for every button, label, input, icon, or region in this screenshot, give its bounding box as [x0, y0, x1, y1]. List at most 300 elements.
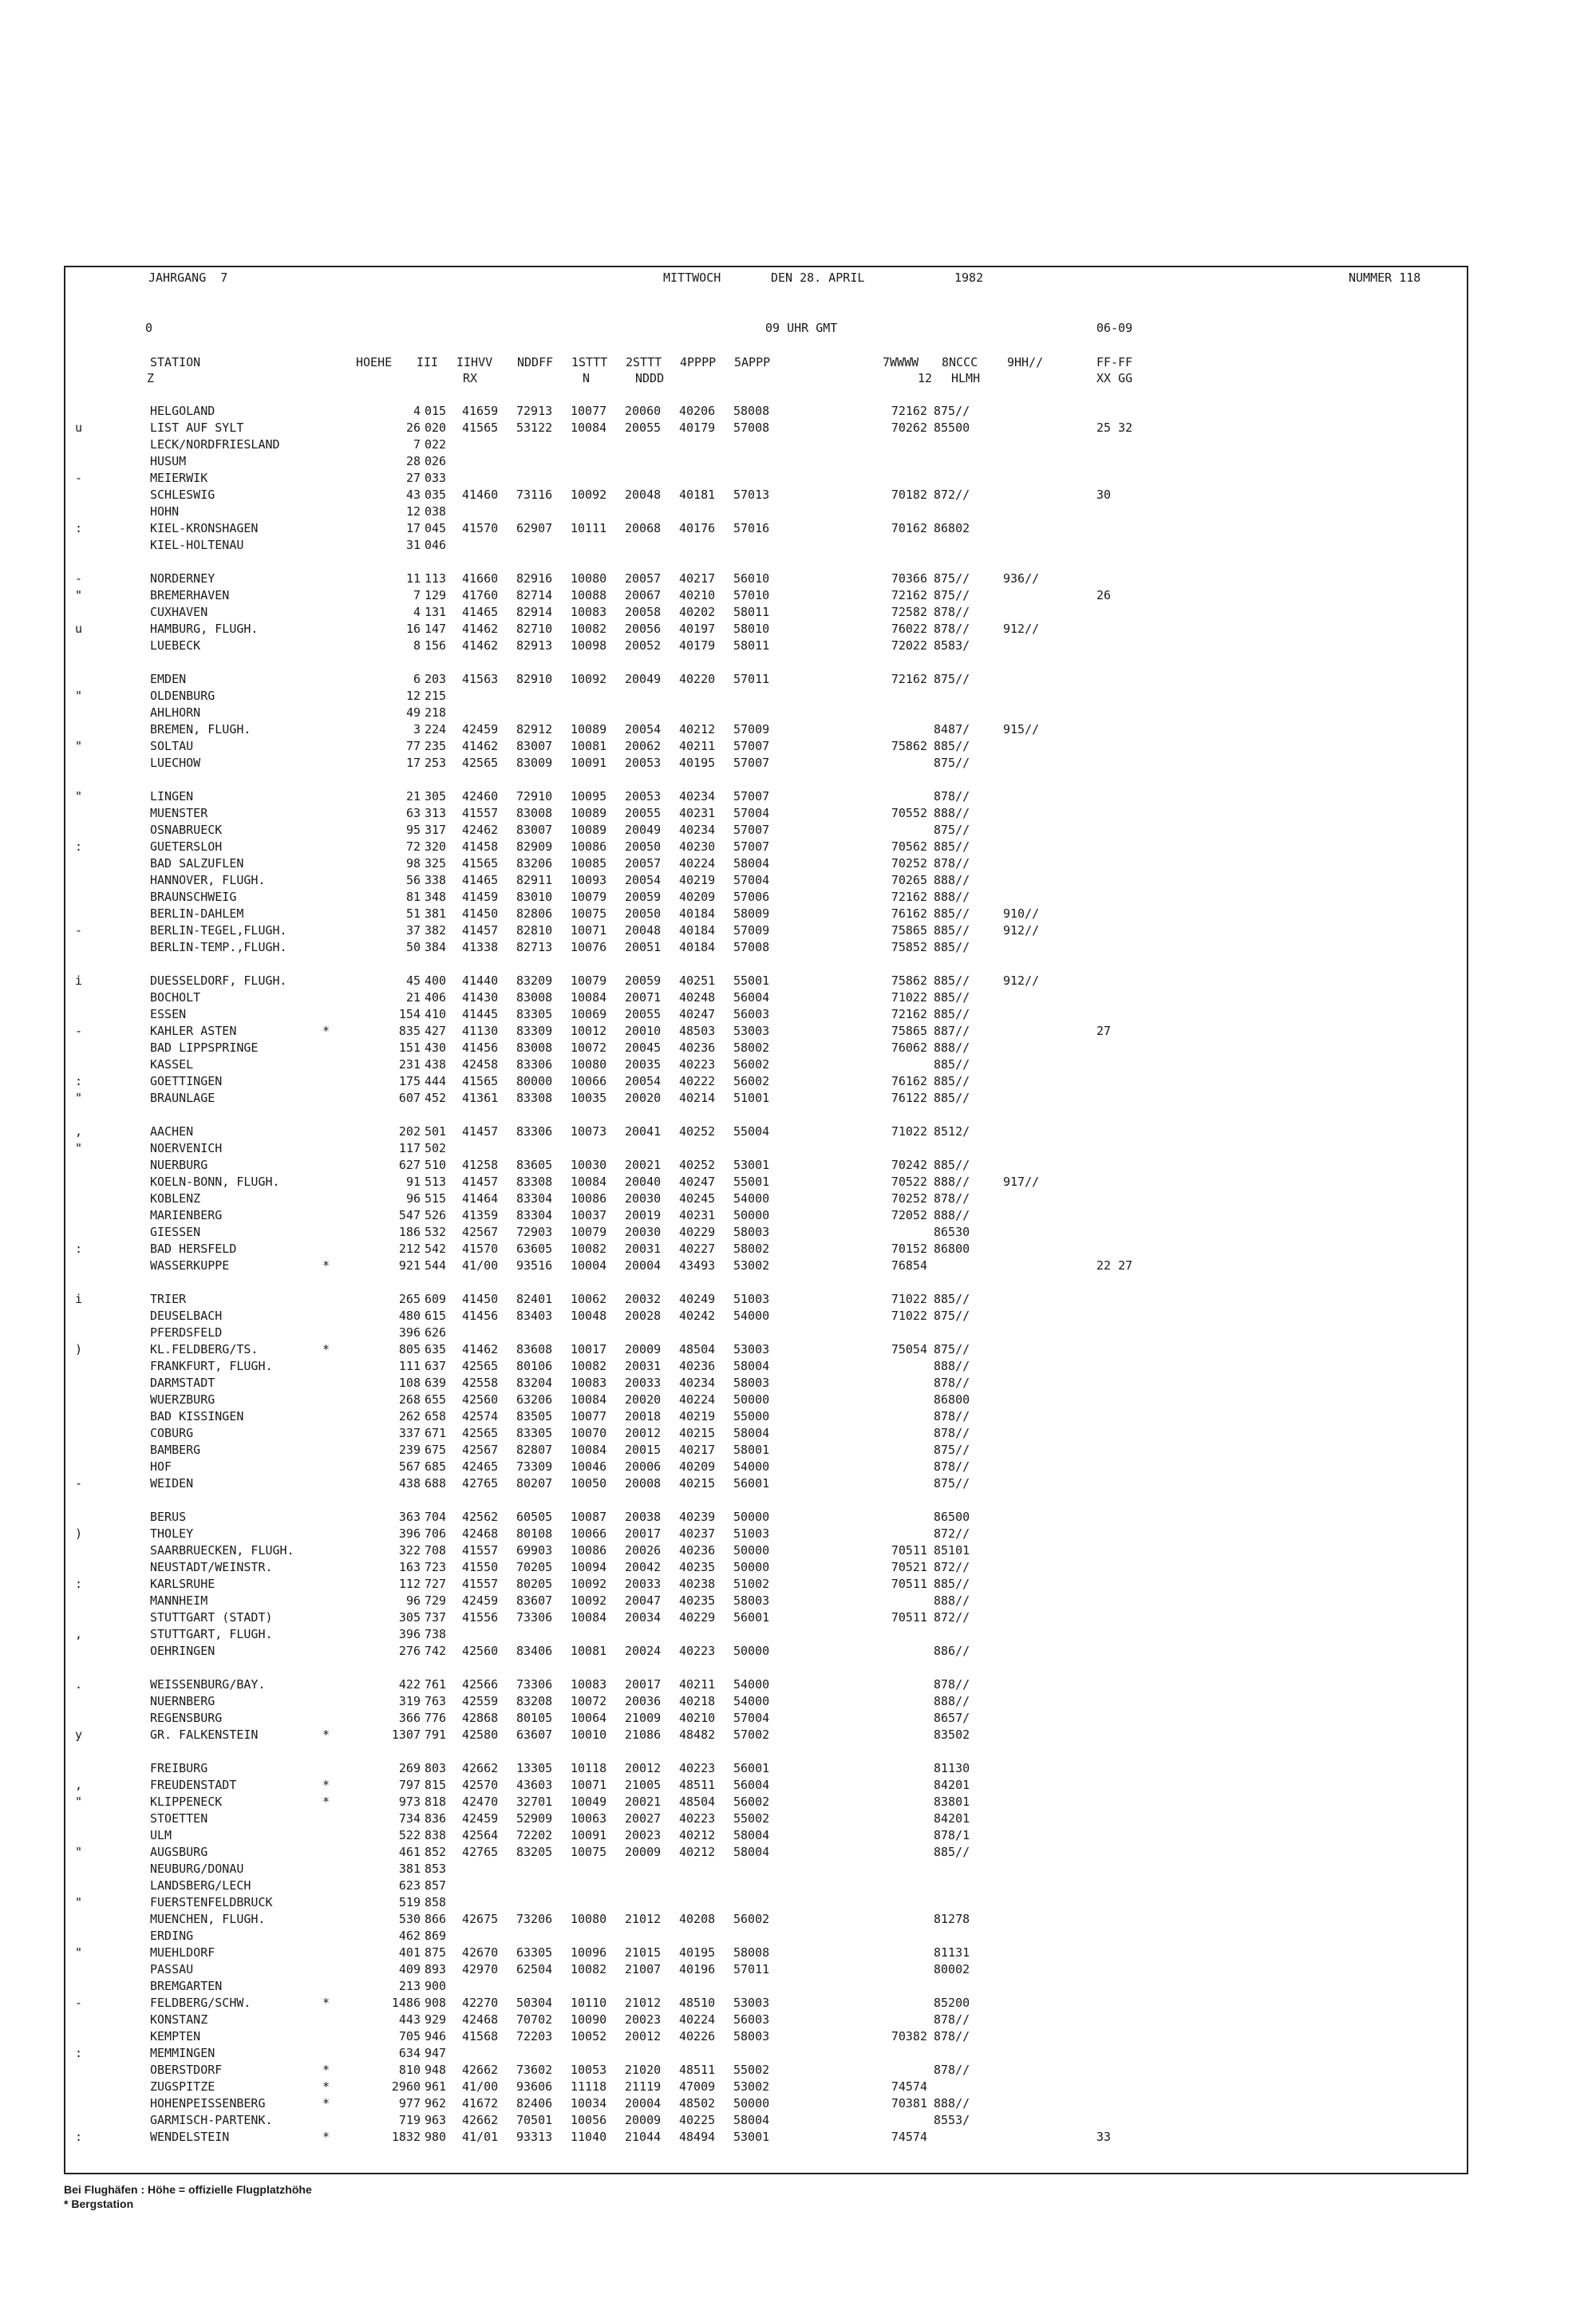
iii-value: 723: [425, 1560, 447, 1574]
group-iihvv: 41459: [462, 890, 499, 904]
group-1sttt: 10010: [571, 1728, 607, 1742]
hoehe-value: 37: [405, 923, 421, 938]
row-marker: u: [75, 622, 83, 636]
group-1sttt: 10085: [571, 856, 607, 871]
group-7wwww: 70511: [891, 1610, 927, 1625]
group-2sttt: 21012: [625, 1912, 662, 1926]
col-g4-sub: NDDD: [635, 371, 665, 385]
group-8nccc: 872//: [934, 1526, 970, 1541]
group-8nccc: 888//: [934, 1593, 970, 1608]
group-2sttt: 21119: [625, 2079, 662, 2094]
group-1sttt: 10082: [571, 1962, 607, 1976]
group-5appp: 58003: [733, 1593, 770, 1608]
group-5appp: 55001: [733, 973, 770, 988]
group-4pppp: 40210: [679, 1711, 716, 1725]
iii-value: 836: [425, 1811, 447, 1826]
group-2sttt: 20054: [625, 873, 662, 887]
group-8nccc: 875//: [934, 588, 970, 602]
group-5appp: 54000: [733, 1191, 770, 1206]
row-marker: ": [75, 1895, 83, 1909]
group-1sttt: 10084: [571, 1392, 607, 1407]
footnote-airports: Bei Flughäfen : Höhe = offizielle Flugplatzhöhe: [64, 2183, 312, 2196]
group-5appp: 57013: [733, 488, 770, 502]
col-g9: 9HH//: [1007, 355, 1044, 369]
group-8nccc: 878//: [934, 1376, 970, 1390]
group-2sttt: 20033: [625, 1376, 662, 1390]
group-7wwww: 70265: [891, 873, 927, 887]
group-iihvv: 41460: [462, 488, 499, 502]
iii-value: 384: [425, 940, 447, 954]
group-1sttt: 10084: [571, 1610, 607, 1625]
group-4pppp: 40224: [679, 1392, 716, 1407]
row-marker: -: [75, 1476, 83, 1491]
group-1sttt: 10034: [571, 2096, 607, 2111]
group-2sttt: 21005: [625, 1778, 662, 1792]
hoehe-value: 480: [398, 1309, 421, 1323]
group-7wwww: 75862: [891, 739, 927, 753]
group-nddff: 83608: [516, 1342, 553, 1356]
station-name: MANNHEIM: [150, 1593, 208, 1608]
hoehe-value: 3: [413, 722, 421, 736]
group-7wwww: 76162: [891, 906, 927, 921]
group-7wwww: 76062: [891, 1040, 927, 1055]
station-name: KONSTANZ: [150, 2012, 208, 2027]
group-iihvv: 42662: [462, 2063, 499, 2077]
row-marker: ": [75, 1945, 83, 1960]
group-ff: 30: [1096, 488, 1112, 502]
group-2sttt: 20059: [625, 973, 662, 988]
group-2sttt: 21044: [625, 2130, 662, 2144]
col-g5: 4PPPP: [680, 355, 717, 369]
hoehe-value: 443: [398, 2012, 421, 2027]
group-iihvv: 41/00: [462, 1258, 499, 1273]
hoehe-value: 21: [405, 789, 421, 804]
group-5appp: 57011: [733, 672, 770, 686]
group-4pppp: 40230: [679, 839, 716, 854]
group-5appp: 54000: [733, 1677, 770, 1692]
group-8nccc: 875//: [934, 823, 970, 837]
iii-value: 706: [425, 1526, 447, 1541]
group-1sttt: 10075: [571, 906, 607, 921]
group-2sttt: 20050: [625, 839, 662, 854]
group-1sttt: 10079: [571, 1225, 607, 1239]
group-iihvv: 42559: [462, 1694, 499, 1708]
group-4pppp: 40217: [679, 1443, 716, 1457]
group-7wwww: 70162: [891, 521, 927, 535]
group-8nccc: 875//: [934, 1342, 970, 1356]
group-2sttt: 20030: [625, 1191, 662, 1206]
group-5appp: 50000: [733, 2096, 770, 2111]
group-iihvv: 41659: [462, 404, 499, 418]
group-1sttt: 10075: [571, 1845, 607, 1859]
station-name: SAARBRUECKEN, FLUGH.: [150, 1543, 294, 1558]
group-iihvv: 41458: [462, 839, 499, 854]
group-1sttt: 10095: [571, 789, 607, 804]
mountain-marker: *: [322, 1024, 330, 1038]
group-iihvv: 41457: [462, 1175, 499, 1189]
hoehe-value: 231: [398, 1057, 421, 1072]
group-2sttt: 20012: [625, 1761, 662, 1775]
station-name: PFERDSFELD: [150, 1325, 223, 1340]
iii-value: 526: [425, 1208, 447, 1222]
group-5appp: 58010: [733, 622, 770, 636]
group-2sttt: 20050: [625, 906, 662, 921]
group-4pppp: 40184: [679, 940, 716, 954]
group-4pppp: 47009: [679, 2079, 716, 2094]
iii-value: 325: [425, 856, 447, 871]
group-iihvv: 42566: [462, 1677, 499, 1692]
group-4pppp: 40220: [679, 672, 716, 686]
group-4pppp: 40223: [679, 1057, 716, 1072]
hoehe-value: 547: [398, 1208, 421, 1222]
group-8nccc: 83502: [934, 1728, 970, 1742]
hoehe-value: 6: [413, 672, 421, 686]
group-2sttt: 20004: [625, 1258, 662, 1273]
hoehe-value: 17: [405, 756, 421, 770]
group-5appp: 53001: [733, 1158, 770, 1172]
iii-value: 962: [425, 2096, 447, 2111]
group-7wwww: 70382: [891, 2029, 927, 2043]
group-4pppp: 40247: [679, 1007, 716, 1021]
col-ff: FF-FF: [1096, 355, 1133, 369]
hoehe-value: 322: [398, 1543, 421, 1558]
group-5appp: 51001: [733, 1091, 770, 1105]
hoehe-value: 461: [398, 1845, 421, 1859]
group-4pppp: 40222: [679, 1074, 716, 1088]
station-name: BREMEN, FLUGH.: [150, 722, 251, 736]
row-marker: ,: [75, 1124, 83, 1139]
station-name: STOETTEN: [150, 1811, 208, 1826]
row-marker: ": [75, 1091, 83, 1105]
group-4pppp: 40217: [679, 571, 716, 586]
station-name: HELGOLAND: [150, 404, 215, 418]
group-4pppp: 40195: [679, 756, 716, 770]
group-nddff: 62504: [516, 1962, 553, 1976]
group-nddff: 80205: [516, 1577, 553, 1591]
group-iihvv: 42562: [462, 1510, 499, 1524]
iii-value: 948: [425, 2063, 447, 2077]
group-5appp: 58011: [733, 638, 770, 653]
iii-value: 875: [425, 1945, 447, 1960]
iii-value: 502: [425, 1141, 447, 1155]
iii-value: 147: [425, 622, 447, 636]
station-name: HANNOVER, FLUGH.: [150, 873, 266, 887]
group-1sttt: 10098: [571, 638, 607, 653]
group-1sttt: 10064: [571, 1711, 607, 1725]
group-4pppp: 40208: [679, 1912, 716, 1926]
group-nddff: 82914: [516, 605, 553, 619]
station-name: KOELN-BONN, FLUGH.: [150, 1175, 280, 1189]
mountain-marker: *: [322, 2079, 330, 2094]
group-8nccc: 888//: [934, 2096, 970, 2111]
station-name: COBURG: [150, 1426, 194, 1440]
group-4pppp: 48511: [679, 2063, 716, 2077]
hoehe-value: 111: [398, 1359, 421, 1373]
hoehe-value: 519: [398, 1895, 421, 1909]
group-iihvv: 42270: [462, 1996, 499, 2010]
iii-value: 727: [425, 1577, 447, 1591]
station-name: BAD HERSFELD: [150, 1242, 237, 1256]
hoehe-value: 1486: [391, 1996, 421, 2010]
station-name: MEMMINGEN: [150, 2046, 215, 2060]
iii-value: 452: [425, 1091, 447, 1105]
group-5appp: 57016: [733, 521, 770, 535]
hoehe-value: 977: [398, 2096, 421, 2111]
iii-value: 866: [425, 1912, 447, 1926]
group-iihvv: 41440: [462, 973, 499, 988]
group-nddff: 73116: [516, 488, 553, 502]
group-iihvv: 41/01: [462, 2130, 499, 2144]
hoehe-value: 438: [398, 1476, 421, 1491]
station-name: EMDEN: [150, 672, 187, 686]
group-8nccc: 885//: [934, 1007, 970, 1021]
station-name: DARMSTADT: [150, 1376, 215, 1390]
group-nddff: 82714: [516, 588, 553, 602]
iii-value: 317: [425, 823, 447, 837]
group-2sttt: 20058: [625, 605, 662, 619]
col-g6: 5APPP: [734, 355, 771, 369]
group-5appp: 50000: [733, 1392, 770, 1407]
row-marker: :: [75, 1242, 83, 1256]
hoehe-value: 2960: [391, 2079, 421, 2094]
group-5appp: 58003: [733, 1376, 770, 1390]
group-8nccc: 872//: [934, 488, 970, 502]
group-8nccc: 878//: [934, 2012, 970, 2027]
group-7wwww: 71022: [891, 1309, 927, 1323]
row-marker: ": [75, 789, 83, 804]
col-g4: 2STTT: [626, 355, 662, 369]
group-4pppp: 40225: [679, 2113, 716, 2127]
group-8nccc: 8512/: [934, 1124, 970, 1139]
group-8nccc: 885//: [934, 1845, 970, 1859]
hoehe-value: 396: [398, 1627, 421, 1641]
group-nddff: 32701: [516, 1795, 553, 1809]
group-4pppp: 40236: [679, 1543, 716, 1558]
group-4pppp: 40231: [679, 806, 716, 820]
footnote-mountain: * Bergstation: [64, 2197, 134, 2210]
group-nddff: 93516: [516, 1258, 553, 1273]
group-5appp: 54000: [733, 1309, 770, 1323]
group-iihvv: 42458: [462, 1057, 499, 1072]
group-nddff: 52909: [516, 1811, 553, 1826]
group-2sttt: 20055: [625, 421, 662, 435]
group-1sttt: 10089: [571, 823, 607, 837]
station-name: PASSAU: [150, 1962, 194, 1976]
hoehe-value: 151: [398, 1040, 421, 1055]
group-4pppp: 40248: [679, 990, 716, 1005]
iii-value: 410: [425, 1007, 447, 1021]
hoehe-value: 810: [398, 2063, 421, 2077]
group-iihvv: 41465: [462, 873, 499, 887]
station-name: HOF: [150, 1459, 172, 1474]
hoehe-value: 12: [405, 504, 421, 519]
iii-value: 033: [425, 471, 447, 485]
station-name: KLIPPENECK: [150, 1795, 223, 1809]
group-2sttt: 20035: [625, 1057, 662, 1072]
group-4pppp: 40195: [679, 1945, 716, 1960]
hoehe-value: 522: [398, 1828, 421, 1842]
group-7wwww: 71022: [891, 990, 927, 1005]
group-ff: 27: [1096, 1024, 1112, 1038]
hoehe-value: 734: [398, 1811, 421, 1826]
group-4pppp: 40234: [679, 1376, 716, 1390]
group-5appp: 56001: [733, 1476, 770, 1491]
group-8nccc: 86800: [934, 1392, 970, 1407]
mountain-marker: *: [322, 1996, 330, 2010]
group-8nccc: 81130: [934, 1761, 970, 1775]
hoehe-value: 51: [405, 906, 421, 921]
iii-value: 609: [425, 1292, 447, 1306]
group-nddff: 83304: [516, 1208, 553, 1222]
group-2sttt: 20056: [625, 622, 662, 636]
group-7wwww: 75865: [891, 923, 927, 938]
iii-value: 685: [425, 1459, 447, 1474]
row-marker: .: [75, 1677, 83, 1692]
iii-value: 215: [425, 689, 447, 703]
group-iihvv: 41570: [462, 1242, 499, 1256]
hoehe-value: 95: [405, 823, 421, 837]
row-marker: ": [75, 1845, 83, 1859]
group-4pppp: 40235: [679, 1593, 716, 1608]
group-1sttt: 10094: [571, 1560, 607, 1574]
group-iihvv: 41660: [462, 571, 499, 586]
row-marker: -: [75, 571, 83, 586]
station-name: KEMPTEN: [150, 2029, 201, 2043]
group-nddff: 83308: [516, 1091, 553, 1105]
group-2sttt: 20034: [625, 1610, 662, 1625]
group-nddff: 73306: [516, 1677, 553, 1692]
group-nddff: 63605: [516, 1242, 553, 1256]
group-8nccc: 878//: [934, 2029, 970, 2043]
group-5appp: 57010: [733, 588, 770, 602]
group-5appp: 57009: [733, 722, 770, 736]
group-nddff: 80105: [516, 1711, 553, 1725]
iii-value: 929: [425, 2012, 447, 2027]
group-9hh: 936//: [1003, 571, 1040, 586]
hoehe-value: 96: [405, 1593, 421, 1608]
group-2sttt: 20049: [625, 823, 662, 837]
group-9hh: 910//: [1003, 906, 1040, 921]
hoehe-value: 797: [398, 1778, 421, 1792]
hoehe-value: 154: [398, 1007, 421, 1021]
iii-value: 671: [425, 1426, 447, 1440]
hoehe-value: 805: [398, 1342, 421, 1356]
group-2sttt: 20017: [625, 1677, 662, 1692]
group-7wwww: 70511: [891, 1543, 927, 1558]
group-iihvv: 42868: [462, 1711, 499, 1725]
station-name: NUERNBERG: [150, 1694, 215, 1708]
group-nddff: 72903: [516, 1225, 553, 1239]
group-4pppp: 40184: [679, 923, 716, 938]
group-7wwww: 70552: [891, 806, 927, 820]
hoehe-value: 268: [398, 1392, 421, 1407]
group-1sttt: 10111: [571, 521, 607, 535]
group-2sttt: 20071: [625, 990, 662, 1005]
group-iihvv: 41464: [462, 1191, 499, 1206]
iii-value: 729: [425, 1593, 447, 1608]
group-nddff: 82807: [516, 1443, 553, 1457]
group-5appp: 57006: [733, 890, 770, 904]
group-1sttt: 10084: [571, 1175, 607, 1189]
hoehe-value: 4: [413, 404, 421, 418]
iii-value: 869: [425, 1929, 447, 1943]
group-iihvv: 42468: [462, 2012, 499, 2027]
group-5appp: 57004: [733, 1711, 770, 1725]
group-1sttt: 10080: [571, 571, 607, 586]
iii-value: 761: [425, 1677, 447, 1692]
group-iihvv: 42459: [462, 722, 499, 736]
row-marker: i: [75, 1292, 83, 1306]
group-2sttt: 20057: [625, 571, 662, 586]
group-4pppp: 40239: [679, 1510, 716, 1524]
group-7wwww: 72052: [891, 1208, 927, 1222]
group-4pppp: 40247: [679, 1175, 716, 1189]
row-marker: -: [75, 1996, 83, 2010]
group-1sttt: 10084: [571, 1443, 607, 1457]
group-1sttt: 10089: [571, 806, 607, 820]
group-iihvv: 42670: [462, 1945, 499, 1960]
group-nddff: 82806: [516, 906, 553, 921]
group-7wwww: 76162: [891, 1074, 927, 1088]
group-2sttt: 20062: [625, 739, 662, 753]
group-5appp: 58001: [733, 1443, 770, 1457]
group-nddff: 72203: [516, 2029, 553, 2043]
group-iihvv: 41450: [462, 1292, 499, 1306]
group-7wwww: 72162: [891, 404, 927, 418]
group-2sttt: 20038: [625, 1510, 662, 1524]
row-marker: -: [75, 923, 83, 938]
group-iihvv: 41568: [462, 2029, 499, 2043]
group-2sttt: 20045: [625, 1040, 662, 1055]
group-8nccc: 888//: [934, 873, 970, 887]
row-marker: y: [75, 1728, 83, 1742]
station-name: KL.FELDBERG/TS.: [150, 1342, 259, 1356]
left-code: 0: [145, 321, 153, 335]
group-8nccc: 888//: [934, 1175, 970, 1189]
hoehe-value: 634: [398, 2046, 421, 2060]
group-iihvv: 41/00: [462, 2079, 499, 2094]
group-nddff: 83009: [516, 756, 553, 770]
group-4pppp: 40211: [679, 1677, 716, 1692]
group-2sttt: 20057: [625, 856, 662, 871]
group-1sttt: 10073: [571, 1124, 607, 1139]
group-8nccc: 85500: [934, 421, 970, 435]
hoehe-value: 462: [398, 1929, 421, 1943]
group-5appp: 57004: [733, 873, 770, 887]
group-iihvv: 42675: [462, 1912, 499, 1926]
group-8nccc: 885//: [934, 1057, 970, 1072]
group-nddff: 82406: [516, 2096, 553, 2111]
group-5appp: 51002: [733, 1577, 770, 1591]
group-2sttt: 20027: [625, 1811, 662, 1826]
group-9hh: 912//: [1003, 622, 1040, 636]
group-iihvv: 42662: [462, 1761, 499, 1775]
group-4pppp: 40249: [679, 1292, 716, 1306]
group-5appp: 57007: [733, 823, 770, 837]
iii-value: 203: [425, 672, 447, 686]
group-5appp: 50000: [733, 1510, 770, 1524]
group-5appp: 58004: [733, 2113, 770, 2127]
hoehe-value: 16: [405, 622, 421, 636]
row-marker: :: [75, 1577, 83, 1591]
group-1sttt: 10071: [571, 923, 607, 938]
group-2sttt: 21015: [625, 1945, 662, 1960]
group-4pppp: 43493: [679, 1258, 716, 1273]
group-nddff: 83306: [516, 1124, 553, 1139]
group-5appp: 56002: [733, 1074, 770, 1088]
mountain-marker: *: [322, 1728, 330, 1742]
row-marker: ): [75, 1342, 83, 1356]
